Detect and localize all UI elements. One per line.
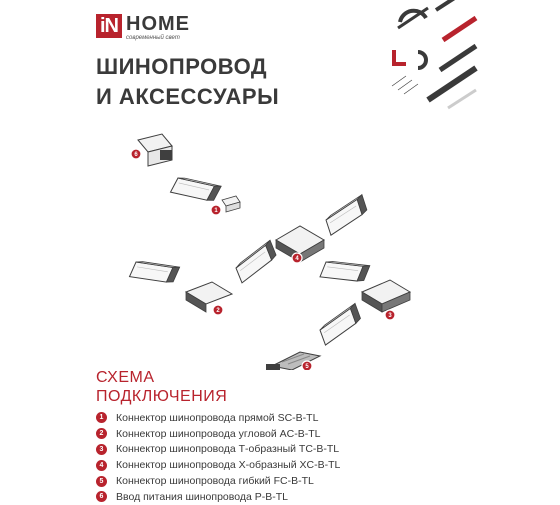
marker-4 — [292, 253, 302, 263]
legend-item — [96, 473, 340, 489]
svg-text:4: 4 — [295, 256, 299, 263]
legend-item — [96, 410, 340, 426]
svg-text:3: 3 — [388, 313, 392, 320]
brand-logo — [96, 14, 190, 41]
power-feed-connector — [138, 134, 172, 166]
svg-text:1: 1 — [214, 208, 218, 215]
legend-number-badge: 3 — [96, 444, 107, 455]
legend-list — [96, 410, 340, 505]
scheme-title-line2: ПОДКЛЮЧЕНИЯ — [96, 388, 228, 405]
corner-connector — [186, 282, 232, 315]
legend-label: Коннектор шинопровода Т-образный TC-B-TL — [116, 443, 340, 456]
page-title-line2: И АКСЕССУАРЫ — [96, 84, 280, 109]
decorative-track-graphic — [388, 0, 478, 110]
scheme-title-line1: СХЕМА — [96, 369, 155, 386]
deco-small-track-icon — [392, 76, 418, 94]
legend-number-badge: 1 — [96, 412, 107, 423]
page-title — [96, 52, 279, 112]
brand-name: HOME — [126, 13, 190, 35]
legend-label: Ввод питания шинопровода P-B-TL — [116, 490, 288, 503]
marker-6 — [131, 149, 141, 159]
legend-item — [96, 489, 340, 505]
svg-text:2: 2 — [216, 308, 220, 315]
deco-corner-icon — [394, 50, 406, 64]
page-title-line1: ШИНОПРОВОД — [96, 54, 268, 79]
legend-item — [96, 442, 340, 458]
marker-1 — [211, 205, 221, 215]
connection-diagram — [0, 120, 560, 370]
legend-label: Коннектор шинопровода прямой SC-B-TL — [116, 411, 319, 424]
deco-track-lines-icon — [398, 0, 476, 108]
track-rail — [320, 250, 370, 293]
track-rail — [322, 195, 371, 236]
legend-number-badge: 5 — [96, 476, 107, 487]
track-rail — [231, 240, 281, 283]
brand-logo-text — [126, 14, 190, 41]
legend-item — [96, 426, 340, 442]
t-connector — [362, 280, 410, 312]
legend-number-badge: 4 — [96, 460, 107, 471]
track-rail — [316, 303, 365, 345]
deco-circle-icon — [418, 52, 426, 68]
straight-connector — [222, 196, 240, 212]
legend-number-badge: 2 — [96, 428, 107, 439]
brand-tagline: современный свет — [126, 35, 180, 41]
legend-label: Коннектор шинопровода гибкий FC-B-TL — [116, 475, 314, 488]
svg-text:6: 6 — [134, 152, 138, 159]
marker-5 — [302, 361, 312, 370]
brand-logo-box: iN — [96, 14, 122, 38]
svg-text:5: 5 — [305, 364, 309, 370]
legend-label: Коннектор шинопровода Х-образный XC-B-TL — [116, 459, 341, 472]
track-rail — [129, 250, 179, 294]
marker-2 — [213, 305, 223, 315]
legend-label: Коннектор шинопровода угловой AC-B-TL — [116, 427, 321, 440]
scheme-title — [96, 368, 227, 406]
legend-item — [96, 457, 340, 473]
legend-number-badge: 6 — [96, 491, 107, 502]
marker-3 — [385, 310, 395, 320]
